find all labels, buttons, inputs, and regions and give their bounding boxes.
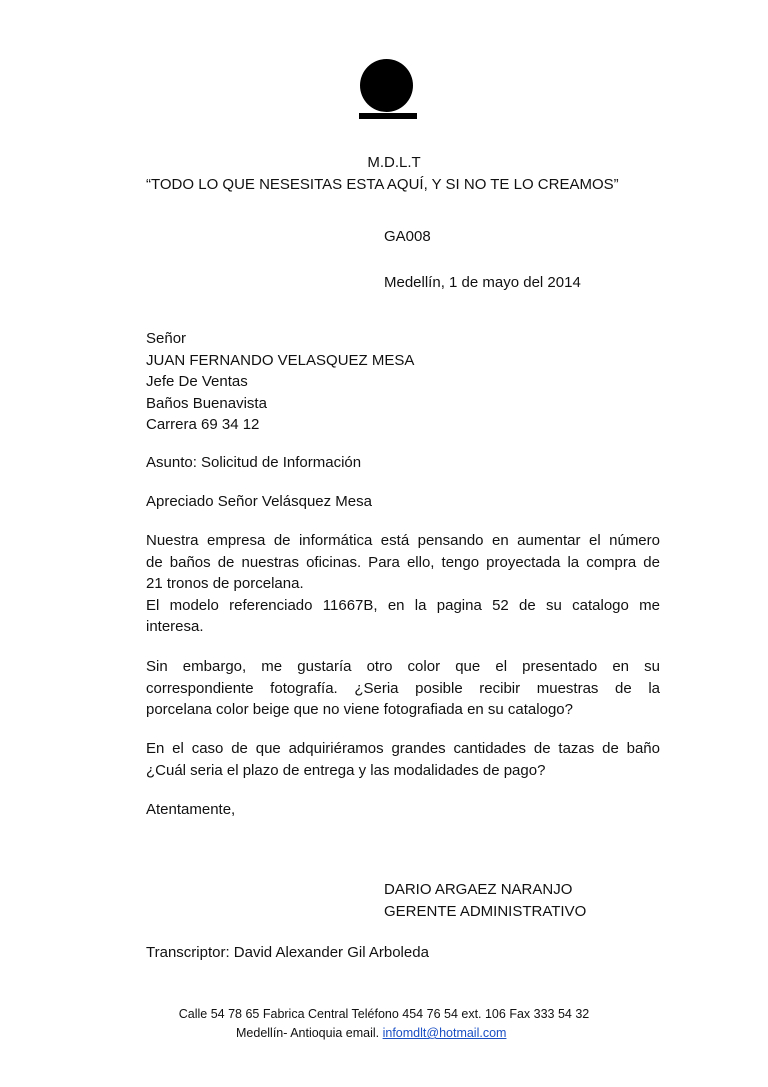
text-line: Nuestra empresa de informática está pensando en aumentar el número (146, 532, 660, 549)
closing: Atentamente, (146, 801, 236, 818)
text-line: de baños de nuestras oficinas. Para ello, tengo proyectada la compra de (146, 553, 660, 571)
recipient-company: Baños Buenavista (146, 394, 267, 412)
footer-location: Medellín- Antioquia email. (236, 1026, 383, 1040)
text-line: Sin embargo, me gustaría otro color que el presentado en su (146, 658, 660, 675)
paragraph-1 (146, 530, 660, 638)
place-date: Medellín, 1 de mayo del 2014 (384, 274, 581, 291)
email-link[interactable]: infomdlt@hotmail.com (382, 1026, 507, 1040)
footer-contact (236, 1024, 506, 1043)
paragraph-4 (146, 738, 660, 781)
logo-bar (359, 113, 417, 119)
footer-address: Calle 54 78 65 Fabrica Central Teléfono 454 76 54 ext. 106 Fax 333 54 32 (178, 1007, 590, 1021)
recipient-block (146, 328, 660, 436)
recipient-address: Carrera 69 34 12 (146, 416, 260, 433)
subject: Asunto: Solicitud de Información (146, 454, 362, 471)
greeting: Apreciado Señor Velásquez Mesa (146, 493, 372, 510)
text-line: ¿Cuál seria el plazo de entrega y las modalidades de pago? (146, 761, 546, 779)
signature-block (384, 879, 586, 922)
slogan: “TODO LO QUE NESESITAS ESTA AQUÍ, Y SI NO TE LO CREAMOS” (146, 176, 619, 193)
text-line: 21 tronos de porcelana. (146, 575, 304, 592)
transcriptor: Transcriptor: David Alexander Gil Arboleda (146, 944, 429, 961)
text-line: correspondiente fotografía. ¿Seria posible recibir muestras de la (146, 679, 660, 697)
text-line: interesa. (146, 618, 204, 635)
recipient-name: JUAN FERNANDO VELASQUEZ MESA (146, 351, 415, 369)
recipient-position: Jefe De Ventas (146, 373, 248, 390)
signer-title: GERENTE ADMINISTRATIVO (384, 902, 587, 920)
logo-circle (360, 59, 413, 112)
text-line: En el caso de que adquiriéramos grandes cantidades de tazas de baño (146, 740, 660, 757)
company-name: M.D.L.T (367, 154, 421, 171)
paragraph-3 (146, 656, 660, 721)
salutation: Señor (146, 330, 187, 347)
letter-code: GA008 (384, 228, 431, 245)
signer-name: DARIO ARGAEZ NARANJO (384, 881, 573, 898)
text-line: El modelo referenciado 11667B, en la pagina 52 de su catalogo me (146, 596, 660, 614)
text-line: porcelana color beige que no viene fotografiada en su catalogo? (146, 701, 573, 718)
